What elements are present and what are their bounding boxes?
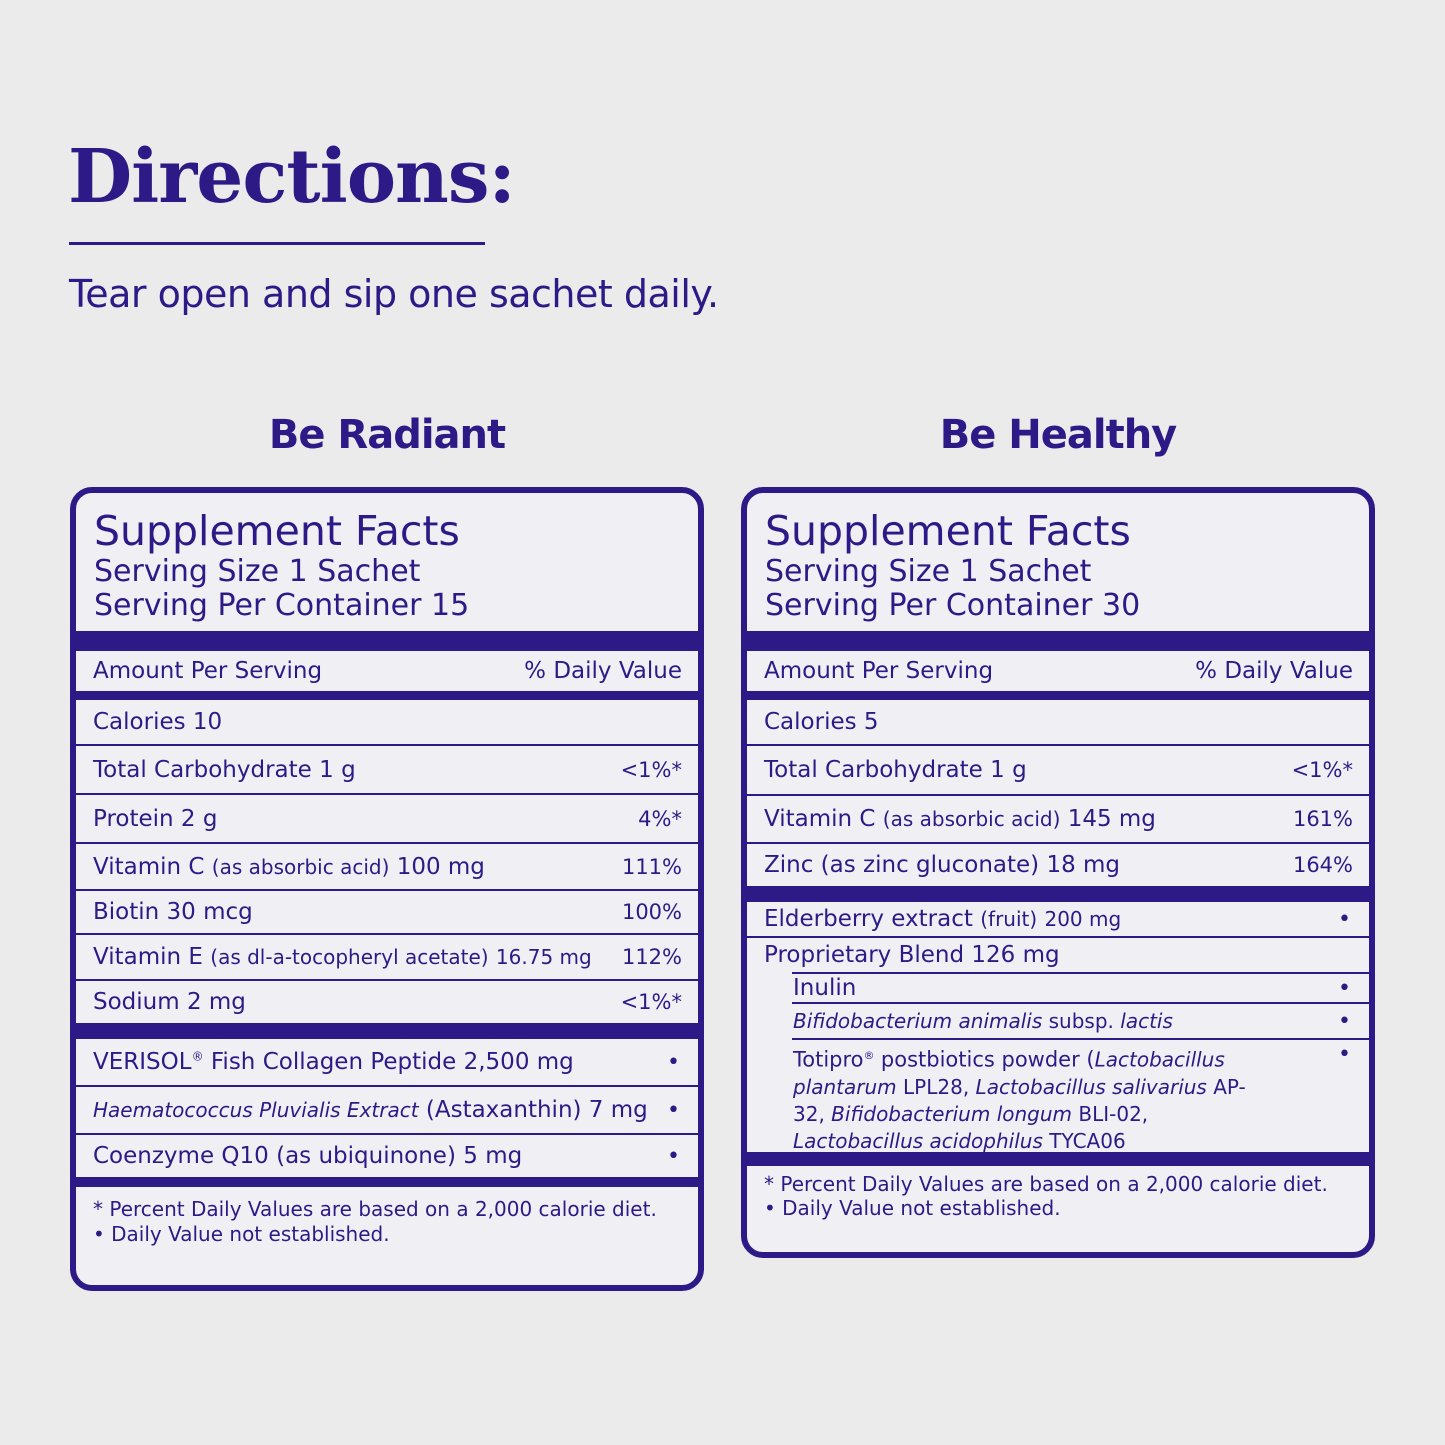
calories: Calories 10 <box>93 709 223 735</box>
calories: Calories 5 <box>764 709 879 735</box>
daily-value: • <box>667 1049 680 1075</box>
product-title-healthy: Be Healthy <box>939 412 1177 458</box>
nutrient-name: Total Carbohydrate 1 g <box>93 756 356 783</box>
footnote-daily-values: * Percent Daily Values are based on a 2,000 calorie diet. <box>764 1172 1328 1196</box>
amount-header-row <box>747 651 1369 691</box>
divider <box>747 691 1369 700</box>
daily-value: 4%* <box>638 806 682 831</box>
supplement-facts-healthy <box>741 487 1375 1258</box>
facts-header <box>747 493 1369 631</box>
table-row <box>76 746 698 793</box>
daily-value: • <box>1338 906 1351 932</box>
ingredient-name: Elderberry extract (fruit) 200 mg <box>764 906 1122 932</box>
supplement-facts-radiant <box>70 487 704 1291</box>
thick-divider <box>747 631 1369 651</box>
table-row <box>76 1039 698 1085</box>
table-row <box>76 981 698 1023</box>
product-title-radiant: Be Radiant <box>268 412 506 458</box>
daily-value: 111% <box>621 854 682 879</box>
calories-row <box>76 700 698 744</box>
table-row <box>747 796 1369 842</box>
footnote-daily-values: * Percent Daily Values are based on a 2,000 calorie diet. <box>93 1197 657 1221</box>
footnotes <box>747 1166 1369 1220</box>
ingredient-name: Inulin <box>793 975 857 1001</box>
thick-divider <box>76 1023 698 1039</box>
daily-value: 112% <box>621 945 682 969</box>
blend-name: Proprietary Blend 126 mg <box>764 942 1060 968</box>
amount-per-serving-label: Amount Per Serving <box>93 658 323 684</box>
directions-text: Tear open and sip one sachet daily. <box>69 272 719 316</box>
daily-value: • <box>1338 1008 1351 1034</box>
daily-value: 164% <box>1292 853 1353 877</box>
daily-value: • <box>667 1097 680 1123</box>
ingredient-name: Haematococcus Pluvialis Extract (Astaxanthin) 7 mg <box>93 1097 648 1123</box>
directions-heading: Directions: <box>68 134 515 220</box>
table-row <box>747 902 1369 936</box>
thick-divider <box>76 631 698 651</box>
servings-per-container: Serving Per Container 15 <box>94 588 470 623</box>
ingredient-name: VERISOL® Fish Collagen Peptide 2,500 mg <box>93 1049 574 1075</box>
daily-value: • <box>1338 1042 1351 1067</box>
ingredient-name: Bifidobacterium animalis subsp. lactis <box>793 1009 1173 1033</box>
blend-row <box>747 938 1369 972</box>
nutrient-name: Vitamin C (as absorbic acid) 145 mg <box>764 806 1156 832</box>
thick-divider <box>76 1177 698 1187</box>
footnote-not-established: • Daily Value not established. <box>764 1196 1061 1220</box>
daily-value: <1%* <box>620 990 682 1014</box>
amount-per-serving-label: Amount Per Serving <box>764 658 994 684</box>
table-row <box>747 1004 1369 1038</box>
serving-size: Serving Size 1 Sachet <box>94 554 421 589</box>
daily-value: 100% <box>621 900 682 924</box>
nutrient-name: Sodium 2 mg <box>93 989 246 1015</box>
daily-value-label: % Daily Value <box>1195 658 1353 684</box>
daily-value: <1%* <box>620 757 682 782</box>
facts-title: Supplement Facts <box>765 507 1131 555</box>
thick-divider <box>747 886 1369 902</box>
nutrient-name: Protein 2 g <box>93 805 218 832</box>
table-row <box>747 746 1369 794</box>
servings-per-container: Serving Per Container 30 <box>765 588 1141 623</box>
facts-title: Supplement Facts <box>94 507 460 555</box>
table-row <box>76 1135 698 1177</box>
nutrient-name: Total Carbohydrate 1 g <box>764 757 1027 783</box>
table-row <box>76 1087 698 1133</box>
divider <box>76 691 698 700</box>
daily-value: 161% <box>1292 807 1353 831</box>
heading-underline <box>69 242 485 245</box>
footnote-not-established: • Daily Value not established. <box>93 1222 390 1246</box>
ingredient-name: Totipro® postbiotics powder (Lactobacillus plantarum LPL28, Lactobacillus salivarius AP-32, Bifidobacterium longum BLI-02, Lactobacillus acidophilus TYCA06 <box>793 1047 1246 1153</box>
serving-size: Serving Size 1 Sachet <box>765 554 1092 589</box>
footnotes <box>76 1187 698 1247</box>
nutrient-name: Vitamin E (as dl-a-tocopheryl acetate) 16.75 mg <box>93 944 592 970</box>
daily-value-label: % Daily Value <box>524 658 682 684</box>
table-row <box>747 844 1369 886</box>
daily-value: • <box>1338 975 1351 1001</box>
daily-value: <1%* <box>1291 758 1353 782</box>
table-row <box>76 795 698 842</box>
nutrient-name: Biotin 30 mcg <box>93 899 253 925</box>
ingredient-name: Coenzyme Q10 (as ubiquinone) 5 mg <box>93 1143 523 1169</box>
daily-value: • <box>667 1143 680 1169</box>
table-row <box>747 974 1369 1002</box>
calories-row <box>747 700 1369 744</box>
table-row <box>76 844 698 889</box>
table-row <box>76 891 698 933</box>
facts-header <box>76 493 698 631</box>
amount-header-row <box>76 651 698 691</box>
nutrient-name: Zinc (as zinc gluconate) 18 mg <box>764 852 1121 878</box>
table-row <box>76 935 698 979</box>
nutrient-name: Vitamin C (as absorbic acid) 100 mg <box>93 853 485 880</box>
table-row <box>747 1040 1369 1152</box>
